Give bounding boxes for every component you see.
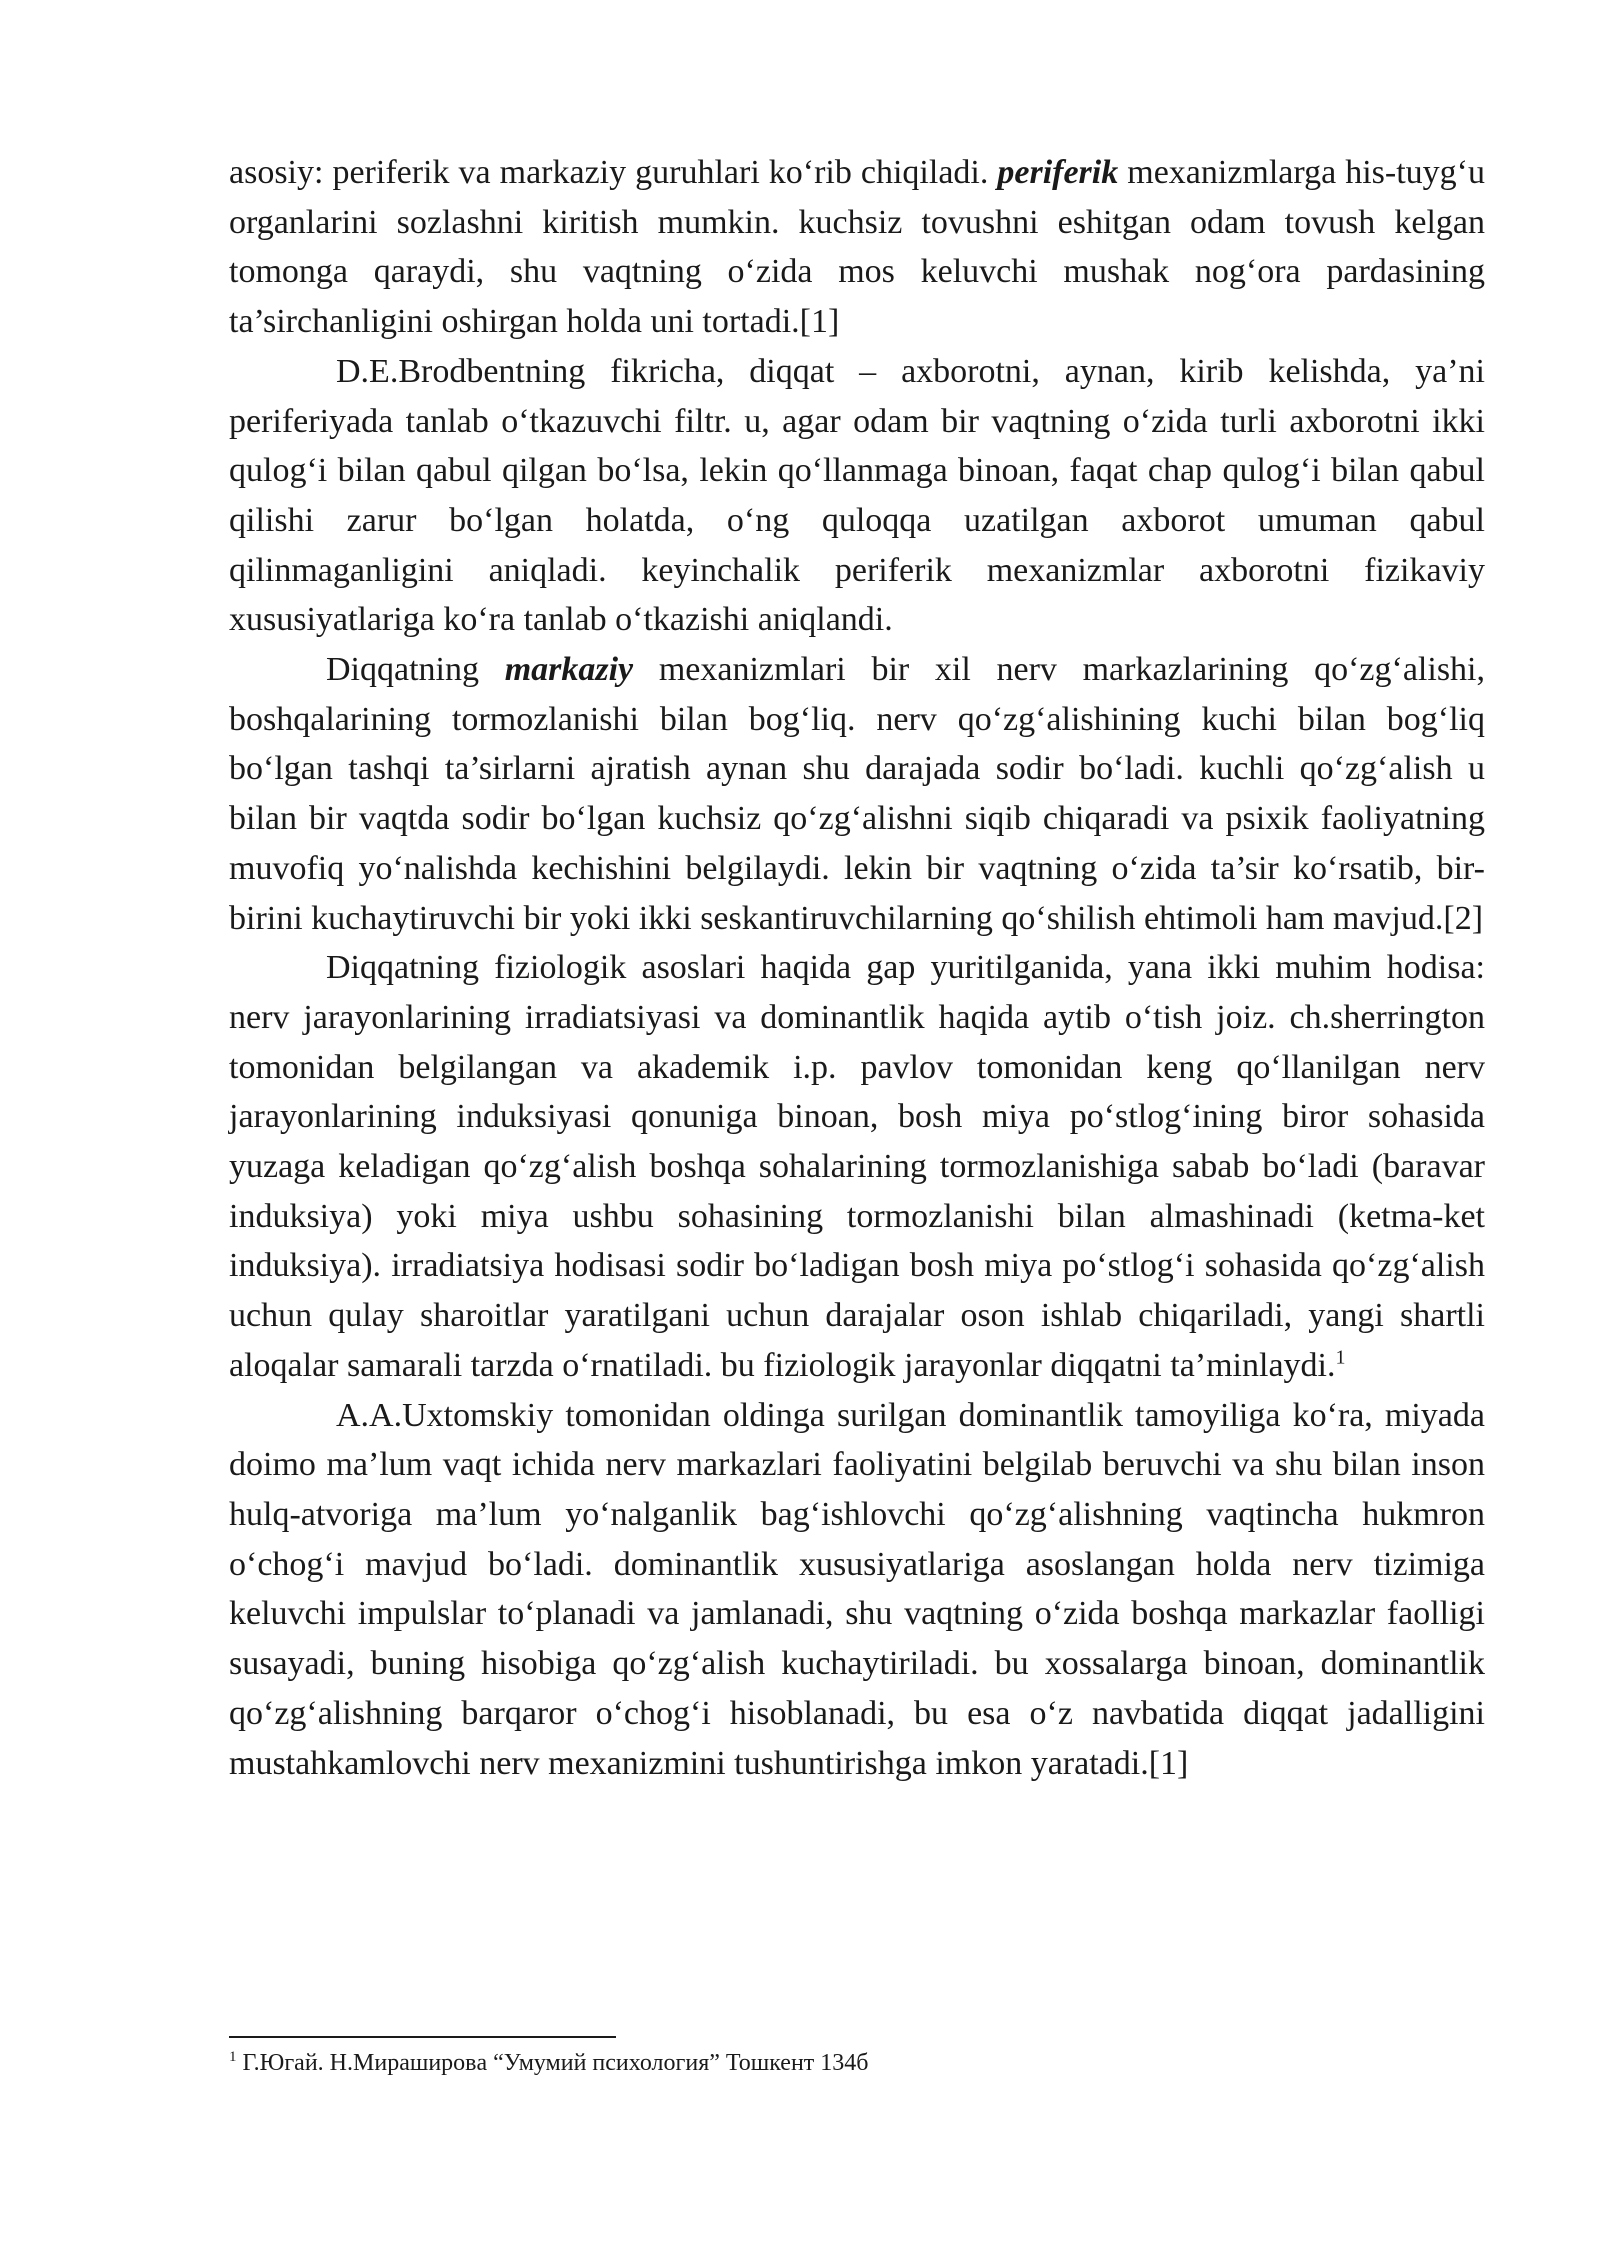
- paragraph-text: A.A.Uxtomskiy tomonidan oldinga surilgan dominantlik tamoyiliga ko‘ra, miyada doimo ma’lum vaqt ichida nerv markazlari faoliyatini belgilab beruvchi va shu bilan inson hulq-atvoriga ma’lum yo‘nalganlik bag‘ishlovchi qo‘zg‘alishning vaqtincha hukmron o‘chog‘i mavjud bo‘ladi. dominantlik xususiyatlariga asoslangan holda nerv tizimiga keluvchi impulslar to‘planadi va jamlanadi, shu vaqtning o‘zida boshqa markazlar faolligi susayadi, buning hisobiga qo‘zg‘alish kuchaytiriladi. bu xossalarga binoan, dominantlik qo‘zg‘alishning barqaror o‘chog‘i hisoblanadi, bu esa o‘z navbatida diqqat jadalligini mustahkamlovchi nerv mexanizmini tushuntirishga imkon yaratadi.[1]: [229, 1396, 1485, 1782]
- footnote-separator: [229, 2036, 616, 2038]
- paragraph-text: D.E.Brodbentning fikricha, diqqat – axborotni, aynan, kirib kelishda, ya’ni periferiyada tanlab o‘tkazuvchi filtr. u, agar odam bir vaqtning o‘zida turli axborotni ikki qulog‘i bilan qabul qilgan bo‘lsa, lekin qo‘llanmaga binoan, faqat chap qulog‘i bilan qabul qilishi zarur bo‘lgan holatda, o‘ng quloqqa uzatilgan axborot umuman qabul qilinmaganligini aniqladi. keyinchalik periferik mexanizmlar axborotni fizikaviy xususiyatlariga ko‘ra tanlab o‘tkazishi aniqlandi.: [229, 352, 1485, 639]
- footnote-reference[interactable]: 1: [1335, 1346, 1346, 1369]
- emphasis-periferik: periferik: [997, 154, 1119, 191]
- emphasis-markaziy: markaziy: [504, 651, 634, 689]
- paragraph-brodbent: [229, 347, 1485, 645]
- document-body: [229, 148, 1485, 1788]
- paragraph-text: Diqqatning: [326, 651, 505, 689]
- paragraph-text: Diqqatning fiziologik asoslari haqida gap yuritilganida, yana ikki muhim hodisa: nerv jarayonlarining irradiatsiyasi va dominantlik haqida aytib o‘tish joiz. ch.sherrington tomonidan belgilangan va akademik i.p. pavlov tomonidan keng qo‘llanilgan nerv jarayonlarining induksiyasi qonuniga binoan, bosh miya po‘stlog‘ining biror sohasida yuzaga keladigan qo‘zg‘alish boshqa sohalarining tormozlanishiga sabab bo‘ladi (baravar induksiya) yoki miya ushbu sohasining tormozlanishi bilan almashinadi (ketma-ket induksiya). irradiatsiya hodisasi sodir bo‘ladigan bosh miya po‘stlog‘i sohasida qo‘zg‘alish uchun qulay sharoitlar yaratilgani uchun darajalar oson ishlab chiqariladi, yangi shartli aloqalar samarali tarzda o‘rnatiladi. bu fiziologik jarayonlar diqqatni ta’minlaydi.: [229, 949, 1485, 1384]
- paragraph-fiziologik: [229, 943, 1485, 1390]
- footnote: [229, 2048, 1485, 2078]
- paragraph-uxtomskiy: [229, 1391, 1485, 1789]
- paragraph-text: mexanizmlari bir xil nerv markazlarining qo‘zg‘alishi, boshqalarining tormozlanishi bilan bog‘liq. nerv qo‘zg‘alishining kuchi bilan bog‘liq bo‘lgan tashqi ta’sirlarni ajratish aynan shu darajada sodir bo‘ladi. kuchli qo‘zg‘alish u bilan bir vaqtda sodir bo‘lgan kuchsiz qo‘zg‘alishni siqib chiqaradi va psixik faoliyatning muvofiq yo‘nalishda kechishini belgilaydi. lekin bir vaqtning o‘zida ta’sir ko‘rsatib, bir-birini kuchaytiruvchi bir yoki ikki seskantiruvchilarning qo‘shilish ehtimoli ham mavjud.[2]: [229, 651, 1485, 937]
- paragraph-markaziy: [229, 645, 1485, 943]
- paragraph-text: asosiy: periferik va markaziy guruhlari ko‘rib chiqiladi.: [229, 154, 998, 191]
- paragraph-periferik: [229, 148, 1485, 347]
- footnote-text: Г.Югай. Н.Мирашировa “Умумий психология” Тошкент 134б: [236, 2050, 869, 2076]
- footnote-marker: 1: [229, 2049, 237, 2065]
- paragraph-text: mexanizmlarga his-tuyg‘u organlarini sozlashni kiritish mumkin. kuchsiz tovushni eshitgan odam tovush kelgan tomonga qaraydi, shu vaqtning o‘zida mos keluvchi mushak nog‘ora pardasining ta’sirchanligini oshirgan holda uni tortadi.[1]: [229, 154, 1485, 341]
